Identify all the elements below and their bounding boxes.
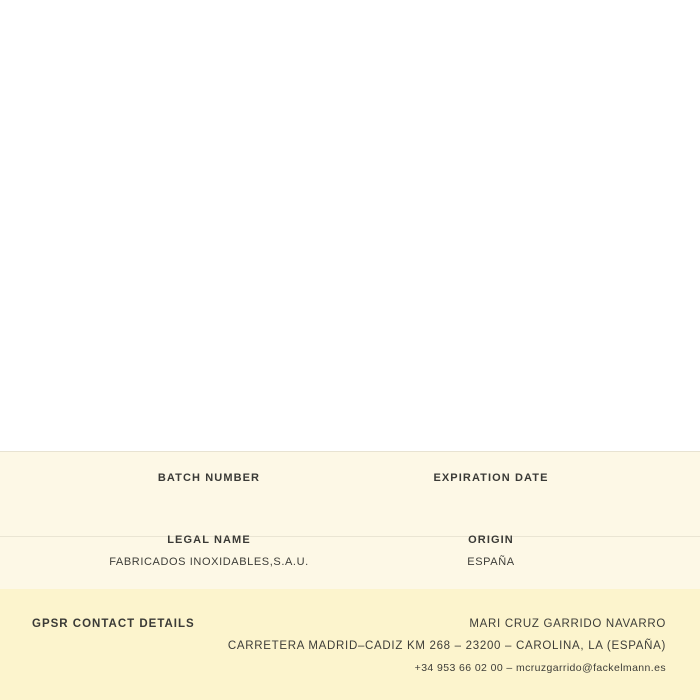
batch-number-label: BATCH NUMBER (157, 472, 261, 484)
batch-number-field (78, 472, 340, 494)
legal-name-label: LEGAL NAME (167, 534, 251, 546)
expiration-date-field (360, 472, 622, 494)
expiration-date-label: EXPIRATION DATE (433, 472, 549, 484)
gpsr-contact-lines (228, 613, 666, 679)
origin-field (360, 534, 622, 568)
gpsr-contact-address: CARRETERA MADRID–CADIZ KM 268 – 23200 – CAROLINA, LA (ESPAÑA) (227, 640, 666, 652)
origin-value: ESPAÑA (467, 556, 515, 568)
gpsr-contact-name: MARI CRUZ GARRIDO NAVARRO (469, 618, 666, 630)
origin-label: ORIGIN (468, 534, 514, 546)
gpsr-contact-band (0, 589, 700, 700)
gpsr-contact-phone-email: +34 953 66 02 00 – mcruzgarrido@fackelmann.es (414, 662, 666, 674)
product-info-band (0, 451, 700, 589)
gpsr-contact-title: GPSR CONTACT DETAILS (32, 618, 195, 630)
legal-name-value: FABRICADOS INOXIDABLES,S.A.U. (109, 556, 309, 568)
legal-name-field (78, 534, 340, 568)
